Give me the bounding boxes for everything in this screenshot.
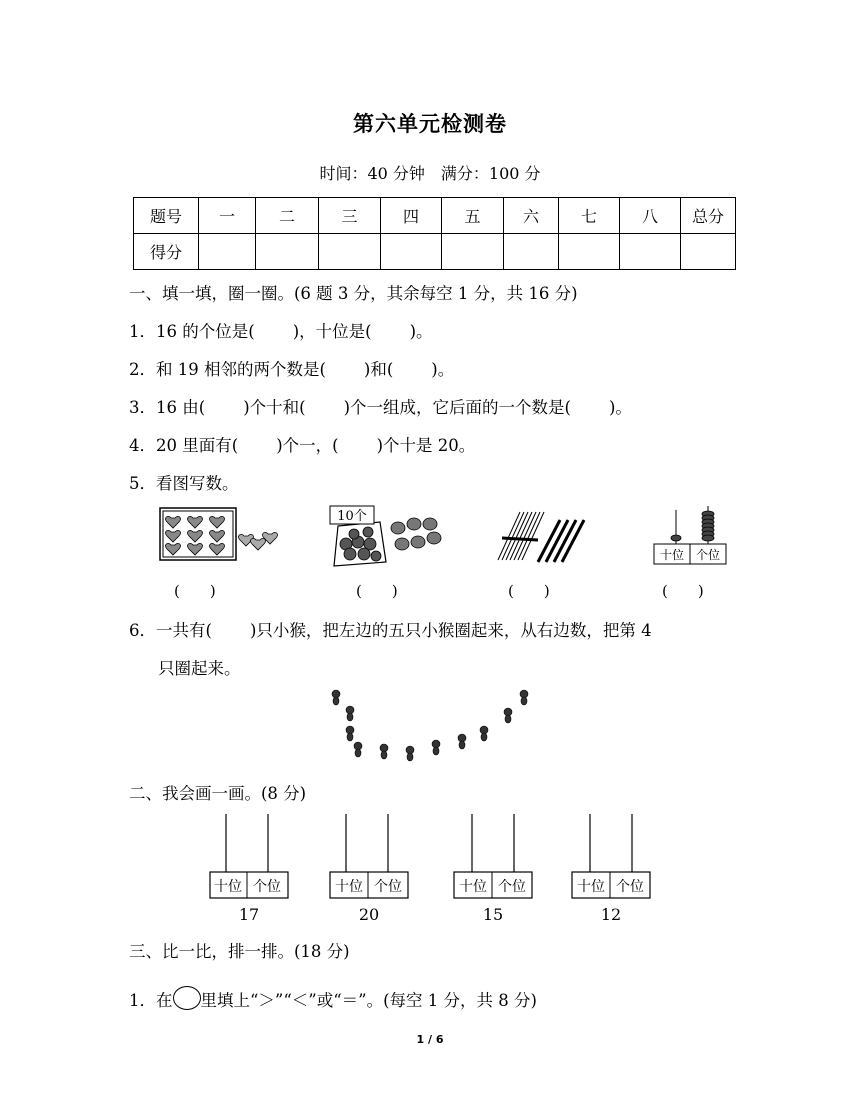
score-cell[interactable] [256, 234, 319, 270]
answer-paren-4[interactable]: ( ) [662, 582, 704, 600]
candy-bag-illustration [330, 506, 441, 566]
score-header-cell: 八 [620, 198, 681, 234]
score-table-score-row [134, 234, 736, 270]
section-1-heading: 一、填一填，圈一圈。(6 题 3 分，其余每空 1 分，共 16 分) [129, 284, 578, 303]
abacus-tens-label: 十位 [459, 879, 487, 895]
score-table [133, 197, 736, 270]
page-number: 1 / 6 [416, 1033, 444, 1046]
question-1-6-cont: 只圈起来。 [158, 659, 241, 678]
abacus-ones-label: 个位 [616, 879, 644, 895]
score-header-cell: 七 [559, 198, 620, 234]
score-header-cell: 三 [319, 198, 381, 234]
monkey-icons [332, 690, 528, 761]
answer-paren-1[interactable]: ( ) [174, 582, 216, 600]
abacus-ones-label: 个位 [498, 879, 526, 895]
abacus-20[interactable] [330, 814, 408, 924]
section-3-heading: 三、比一比，排一排。(18 分) [129, 942, 350, 961]
abacus-number: 12 [600, 905, 622, 924]
tens-label: 十位 [659, 548, 685, 562]
score-header-cell: 一 [199, 198, 256, 234]
abacus-ones-label: 个位 [253, 879, 281, 895]
score-cell[interactable] [620, 234, 681, 270]
score-cell[interactable] [319, 234, 381, 270]
abacus-12[interactable] [572, 814, 650, 924]
score-header-cell: 总分 [681, 198, 736, 234]
abacus-tens-label: 十位 [577, 879, 605, 895]
counting-frame-illustration [654, 506, 726, 564]
ones-label: 个位 [695, 548, 721, 562]
question-3-1: 1．在 里填上“＞”“＜”或“＝”。(每空 1 分，共 8 分) [129, 986, 537, 1011]
stick-bundle-illustration [498, 512, 584, 562]
q5-pictures [150, 500, 750, 610]
score-header-cell: 五 [442, 198, 504, 234]
abacus-17[interactable] [210, 814, 288, 924]
question-1-4: 4．20 里面有( )个一，( )个十是 20。 [129, 436, 476, 455]
question-1-5: 5．看图写数。 [129, 474, 239, 493]
answer-paren-3[interactable]: ( ) [508, 582, 550, 600]
score-table-header-row [134, 198, 736, 234]
score-header-cell: 题号 [134, 198, 199, 234]
abacus-tens-label: 十位 [214, 879, 242, 895]
exam-info: 时间：40 分钟 满分：100 分 [319, 164, 541, 183]
score-header-cell: 二 [256, 198, 319, 234]
abacus-ones-label: 个位 [374, 879, 402, 895]
score-cell[interactable] [442, 234, 504, 270]
abacus-group [200, 810, 670, 930]
score-cell[interactable] [381, 234, 442, 270]
abacus-tens-label: 十位 [335, 879, 363, 895]
score-cell[interactable] [199, 234, 256, 270]
question-1-3: 3．16 由( )个十和( )个一组成，它后面的一个数是( )。 [129, 398, 632, 417]
abacus-number: 20 [358, 905, 380, 924]
answer-paren-2[interactable]: ( ) [356, 582, 398, 600]
score-cell[interactable] [504, 234, 559, 270]
score-row-label: 得分 [134, 234, 199, 270]
score-cell[interactable] [681, 234, 736, 270]
abacus-15[interactable] [454, 814, 532, 924]
score-header-cell: 六 [504, 198, 559, 234]
question-1-2: 2．和 19 相邻的两个数是( )和( )。 [129, 360, 455, 379]
page-title: 第六单元检测卷 [353, 112, 507, 136]
question-1-6: 6．一共有( )只小猴，把左边的五只小猴圈起来，从右边数，把第 4 [129, 621, 652, 640]
section-2-heading: 二、我会画一画。(8 分) [129, 784, 307, 803]
heart-tray-illustration [160, 508, 277, 560]
question-1-1: 1．16 的个位是( )，十位是( )。 [129, 322, 433, 341]
abacus-number: 17 [238, 905, 260, 924]
abacus-number: 15 [482, 905, 504, 924]
circle-icon [173, 986, 201, 1010]
score-header-cell: 四 [381, 198, 442, 234]
monkeys-illustration [320, 682, 550, 772]
score-cell[interactable] [559, 234, 620, 270]
bag-label: 10个 [337, 509, 367, 524]
